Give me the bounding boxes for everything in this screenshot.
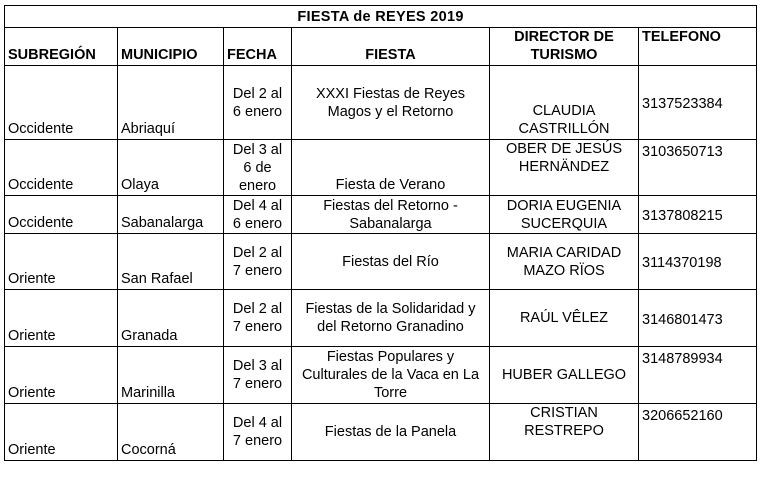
cell-municipio: Granada — [118, 290, 224, 347]
cell-director: HUBER GALLEGO — [490, 347, 639, 404]
cell-fiesta: Fiestas Populares y Culturales de la Vaca en La Torre — [292, 347, 490, 404]
table-row — [5, 196, 757, 234]
table-row — [5, 140, 757, 196]
cell-municipio: Marinilla — [118, 347, 224, 404]
cell-municipio: Abriaquí — [118, 66, 224, 140]
cell-director: OBER DE JESÚS HERNÄNDEZ — [490, 140, 639, 196]
cell-telefono: 3103650713 — [639, 140, 757, 196]
cell-fecha: Del 4 al 6 enero — [224, 196, 292, 234]
cell-telefono: 3114370198 — [639, 234, 757, 290]
header-fiesta: FIESTA — [292, 28, 490, 66]
header-subregion: SUBREGIÓN — [5, 28, 118, 66]
cell-telefono: 3137808215 — [639, 196, 757, 234]
cell-fiesta: XXXI Fiestas de Reyes Magos y el Retorno — [292, 66, 490, 140]
cell-telefono: 3146801473 — [639, 290, 757, 347]
cell-subregion: Occidente — [5, 196, 118, 234]
header-municipio: MUNICIPIO — [118, 28, 224, 66]
table-title: FIESTA de REYES 2019 — [5, 6, 757, 28]
cell-fecha: Del 4 al 7 enero — [224, 404, 292, 461]
cell-director: MARIA CARIDAD MAZO RÏOS — [490, 234, 639, 290]
header-fecha: FECHA — [224, 28, 292, 66]
header-telefono: TELEFONO — [639, 28, 757, 66]
cell-fiesta: Fiestas del Retorno - Sabanalarga — [292, 196, 490, 234]
table-row — [5, 404, 757, 461]
cell-fiesta: Fiestas de la Solidaridad y del Retorno Granadino — [292, 290, 490, 347]
cell-fecha: Del 3 al 6 de enero — [224, 140, 292, 196]
table-row — [5, 347, 757, 404]
cell-director: CRISTIAN RESTREPO — [490, 404, 639, 461]
cell-fiesta: Fiesta de Verano — [292, 140, 490, 196]
cell-municipio: San Rafael — [118, 234, 224, 290]
header-director: DIRECTOR DE TURISMO — [490, 28, 639, 66]
cell-subregion: Oriente — [5, 404, 118, 461]
cell-fecha: Del 3 al 7 enero — [224, 347, 292, 404]
cell-municipio: Cocorná — [118, 404, 224, 461]
cell-subregion: Occidente — [5, 140, 118, 196]
table-row — [5, 290, 757, 347]
cell-municipio: Olaya — [118, 140, 224, 196]
cell-subregion: Oriente — [5, 347, 118, 404]
table-row — [5, 234, 757, 290]
cell-director: RAÚL VÊLEZ — [490, 290, 639, 347]
cell-telefono: 3148789934 — [639, 347, 757, 404]
cell-fecha: Del 2 al 7 enero — [224, 234, 292, 290]
cell-municipio: Sabanalarga — [118, 196, 224, 234]
cell-subregion: Oriente — [5, 290, 118, 347]
fiestas-table — [4, 5, 757, 461]
cell-director: CLAUDIA CASTRILLÓN — [490, 66, 639, 140]
cell-director: DORIA EUGENIA SUCERQUIA — [490, 196, 639, 234]
cell-fecha: Del 2 al 6 enero — [224, 66, 292, 140]
cell-telefono: 3137523384 — [639, 66, 757, 140]
cell-fecha: Del 2 al 7 enero — [224, 290, 292, 347]
cell-subregion: Occidente — [5, 66, 118, 140]
cell-fiesta: Fiestas de la Panela — [292, 404, 490, 461]
cell-fiesta: Fiestas del Río — [292, 234, 490, 290]
cell-subregion: Oriente — [5, 234, 118, 290]
table-row — [5, 66, 757, 140]
cell-telefono: 3206652160 — [639, 404, 757, 461]
